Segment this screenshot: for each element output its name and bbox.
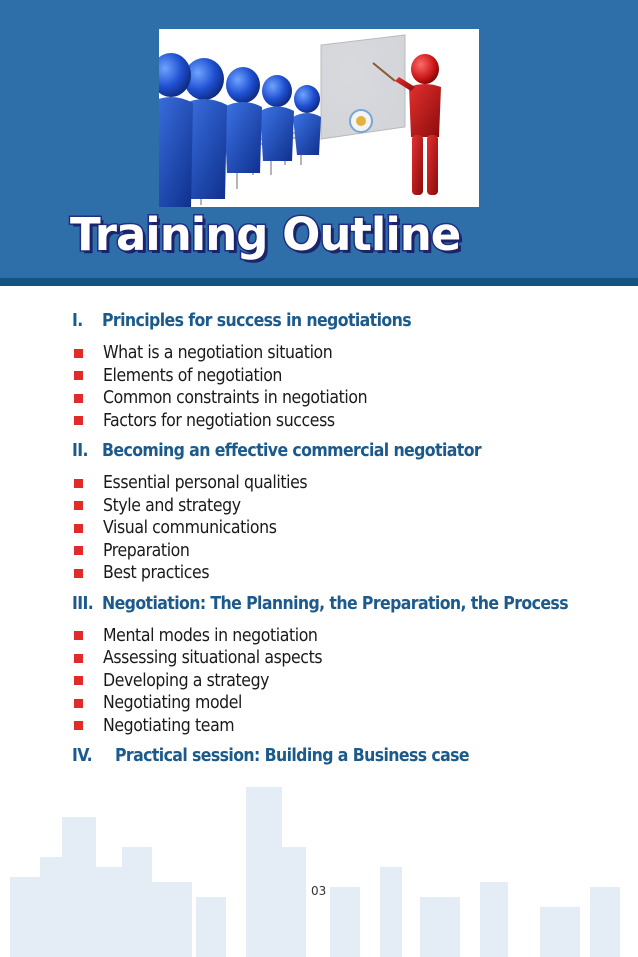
square-bullet-icon	[74, 676, 83, 685]
list-item-label: Preparation	[103, 540, 190, 561]
section-item-list	[72, 625, 612, 738]
skyline-background	[0, 787, 638, 957]
square-bullet-icon	[74, 479, 83, 488]
square-bullet-icon	[74, 524, 83, 533]
list-item-label: Essential personal qualities	[103, 473, 308, 494]
list-item-label: What is a negotiation situation	[103, 343, 333, 364]
list-item	[72, 647, 612, 670]
list-item	[72, 472, 612, 495]
square-bullet-icon	[74, 371, 83, 380]
section-number: IV.	[72, 746, 92, 766]
list-item-label: Developing a strategy	[103, 670, 270, 691]
section-item-list	[72, 472, 612, 585]
list-item	[72, 562, 612, 585]
list-item	[72, 410, 612, 433]
outline-section-1	[72, 310, 612, 432]
square-bullet-icon	[74, 416, 83, 425]
square-bullet-icon	[74, 501, 83, 510]
list-item	[72, 342, 612, 365]
list-item-label: Style and strategy	[103, 495, 241, 516]
section-number: III.	[72, 593, 94, 614]
section-number: II.	[72, 441, 88, 461]
square-bullet-icon	[74, 394, 83, 403]
list-item-label: Negotiating model	[103, 693, 243, 714]
section-heading	[72, 440, 612, 463]
list-item	[72, 670, 612, 693]
list-item	[72, 387, 612, 410]
list-item	[72, 517, 612, 540]
page-title: Training Outline	[70, 208, 461, 261]
list-item	[72, 365, 612, 388]
hero-image	[159, 29, 479, 207]
list-item	[72, 625, 612, 648]
list-item-label: Common constraints in negotiation	[103, 388, 368, 409]
outline-section-3	[72, 593, 612, 738]
square-bullet-icon	[74, 654, 83, 663]
list-item	[72, 495, 612, 518]
outline-section-2	[72, 440, 612, 585]
section-heading	[72, 745, 612, 768]
square-bullet-icon	[74, 569, 83, 578]
section-item-list	[72, 342, 612, 432]
square-bullet-icon	[74, 631, 83, 640]
section-number: I.	[72, 311, 83, 331]
section-heading	[72, 310, 612, 333]
list-item-label: Negotiating team	[103, 715, 235, 736]
outline-content	[72, 310, 612, 768]
square-bullet-icon	[74, 721, 83, 730]
square-bullet-icon	[74, 699, 83, 708]
list-item-label: Factors for negotiation success	[103, 410, 335, 431]
hero-watermark: MEDI	[327, 152, 353, 162]
section-title: Becoming an effective commercial negotiator	[102, 441, 482, 461]
page-number: 03	[311, 884, 327, 898]
list-item-label: Mental modes in negotiation	[103, 625, 318, 646]
square-bullet-icon	[74, 546, 83, 555]
section-title: Practical session: Building a Business case	[115, 746, 470, 766]
square-bullet-icon	[74, 349, 83, 358]
list-item-label: Elements of negotiation	[103, 365, 283, 386]
list-item	[72, 715, 612, 738]
section-heading	[72, 593, 612, 616]
list-item-label: Best practices	[103, 563, 210, 584]
training-illustration	[159, 29, 479, 207]
header-divider	[0, 278, 638, 286]
section-title: Negotiation: The Planning, the Preparation, the Process	[102, 593, 568, 614]
list-item-label: Assessing situational aspects	[103, 648, 323, 669]
list-item	[72, 692, 612, 715]
list-item	[72, 540, 612, 563]
list-item-label: Visual communications	[103, 518, 277, 539]
outline-section-4	[72, 745, 612, 768]
section-title: Principles for success in negotiations	[102, 311, 412, 331]
